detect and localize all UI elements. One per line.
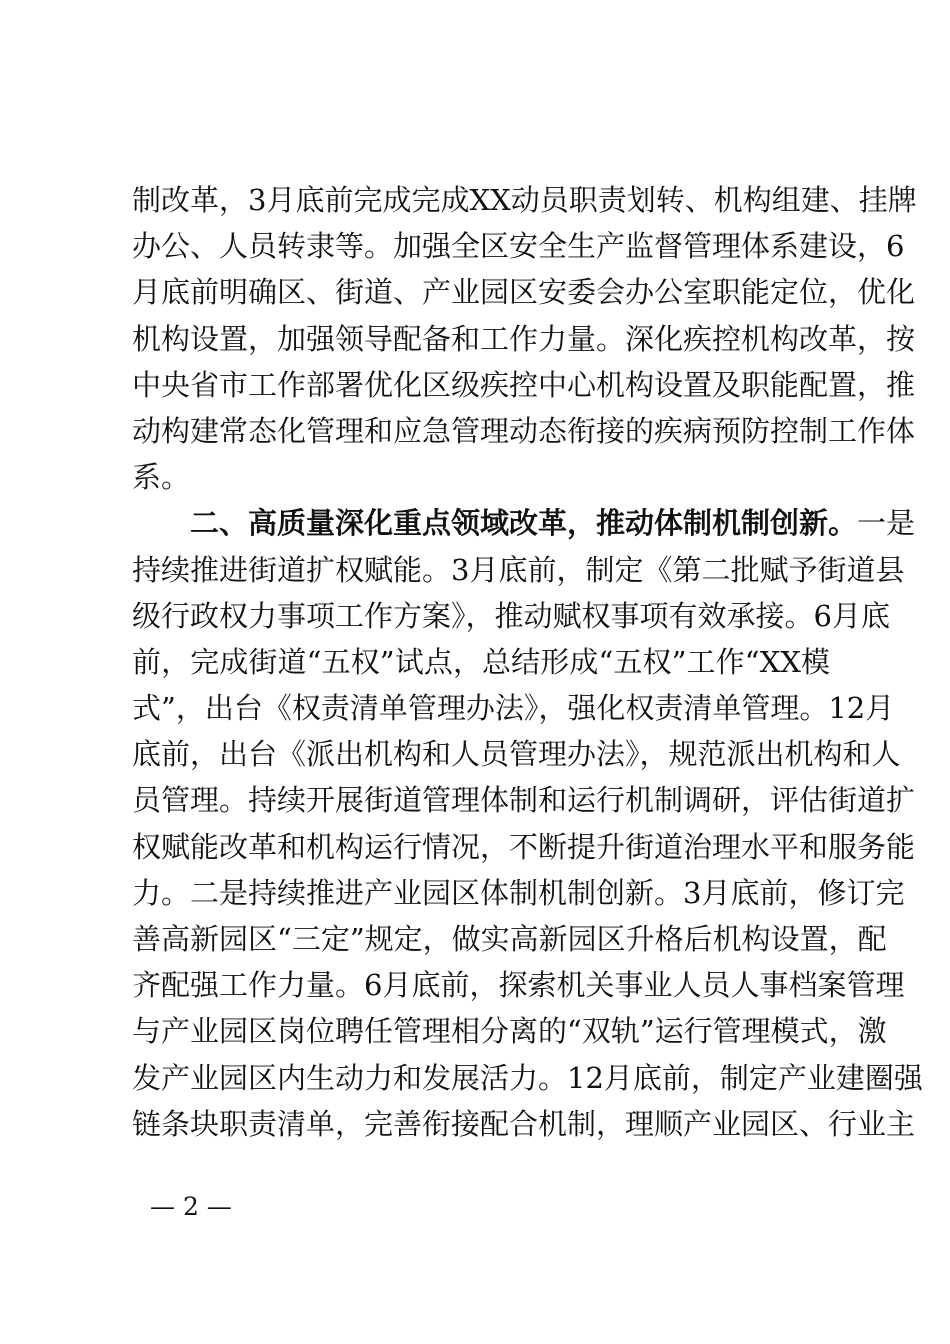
text-line: 员管理。持续开展街道管理体制和运行机制调研，评估街道扩 xyxy=(132,783,916,818)
text-line: 月底前明确区、街道、产业园区安委会办公室职能定位，优化 xyxy=(132,275,916,310)
text-line: 善高新园区“三定”规定，做实高新园区升格后机构设置，配 xyxy=(132,922,887,956)
section-heading-line xyxy=(132,500,916,546)
paragraph-1 xyxy=(132,177,917,500)
text-line: 持续推进街道扩权赋能。3月底前，制定《第二批赋予街道县 xyxy=(132,552,905,587)
text-line: 系。 xyxy=(132,460,191,495)
text-line: 底前，出台《派出机构和人员管理办法》，规范派出机构和人 xyxy=(132,737,901,772)
heading-tail: 一是 xyxy=(857,506,916,541)
section-heading: 二、高质量深化重点领域改革，推动体制机制创新。 xyxy=(190,506,858,541)
text-line: 链条块职责清单，完善衔接配合机制，理顺产业园区、行业主 xyxy=(132,1106,916,1141)
text-line: 权赋能改革和机构运行情况，不断提升街道治理水平和服务能 xyxy=(132,829,916,864)
document-body xyxy=(132,177,923,1147)
text-line: 发产业园区内生动力和发展活力。12月底前，制定产业建圈强 xyxy=(132,1060,923,1095)
text-line: 动构建常态化管理和应急管理动态衔接的疾病预防控制工作体 xyxy=(132,413,916,448)
text-line: 与产业园区岗位聘任管理相分离的“双轨”运行管理模式，激 xyxy=(132,1014,887,1049)
text-line: 式”，出台《权责清单管理办法》，强化权责清单管理。12月 xyxy=(132,691,895,726)
text-line: 办公、人员转隶等。加强全区安全生产监督管理体系建设，6 xyxy=(132,229,905,264)
text-line: 级行政权力事项工作方案》，推动赋权事项有效承接。6月底 xyxy=(132,598,890,633)
text-line: 机构设置，加强领导配备和工作力量。深化疾控机构改革，按 xyxy=(132,321,916,356)
text-line: 中央省市工作部署优化区级疾控中心机构设置及职能配置，推 xyxy=(132,367,916,402)
text-line: 前，完成街道“五权”试点，总结形成“五权”工作“XX模 xyxy=(132,644,830,679)
page-number: — 2 — xyxy=(150,1192,232,1221)
text-line: 制改革，3月底前完成完成XX动员职责划转、机构组建、挂牌 xyxy=(132,183,917,217)
text-line: 齐配强工作力量。6月底前，探索机关事业人员人事档案管理 xyxy=(132,968,905,1003)
paragraph-2 xyxy=(132,500,923,1147)
text-line: 力。二是持续推进产业园区体制机制创新。3月底前，修订完 xyxy=(132,875,905,910)
